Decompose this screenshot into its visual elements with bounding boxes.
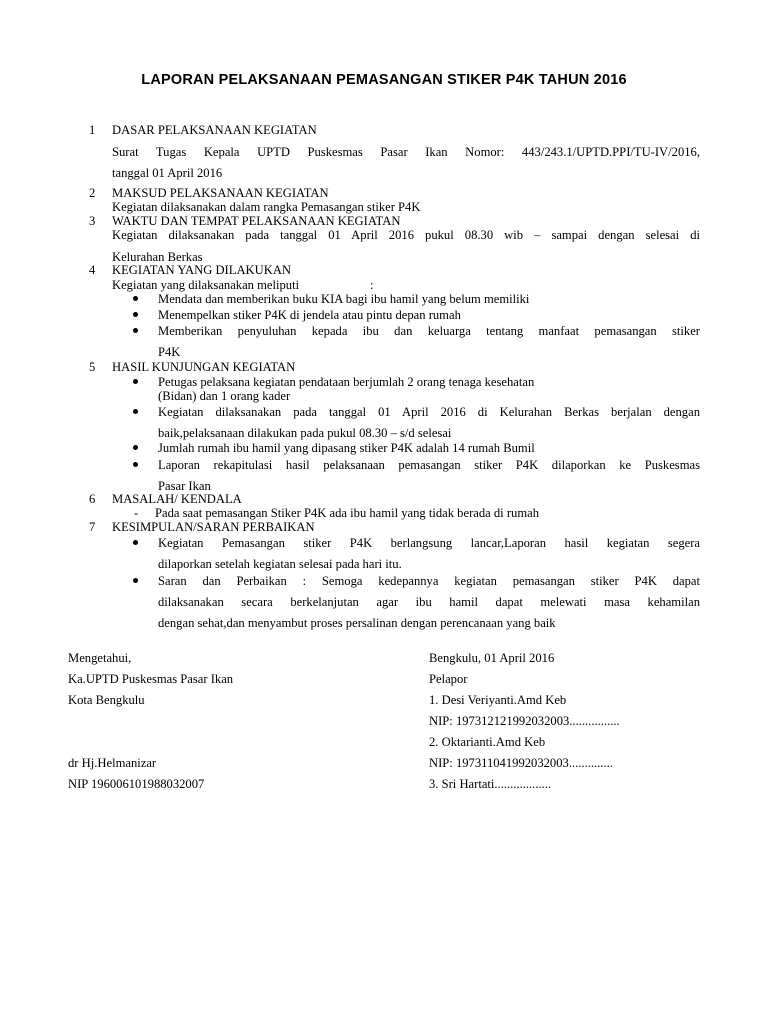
- section-heading: KEGIATAN YANG DILAKUKAN: [112, 263, 292, 277]
- reporter-name: 3. Sri Hartati..................: [429, 777, 552, 791]
- bullet-text-cont: dilaksanakan secara berkelanjutan agar ibu hamil dapat melewati masa kehamilan: [158, 595, 700, 609]
- reporter-nip: NIP: 197312121992032003................: [429, 714, 620, 728]
- section-heading: HASIL KUNJUNGAN KEGIATAN: [112, 360, 296, 374]
- section-heading: KESIMPULAN/SARAN PERBAIKAN: [112, 520, 315, 534]
- signer-city: Kota Bengkulu: [68, 693, 145, 707]
- bullet-marker: [133, 409, 138, 414]
- bullet-text: Kegiatan Pemasangan stiker P4K berlangsung lancar,Laporan hasil kegiatan segera: [158, 536, 700, 550]
- bullet-marker: [133, 540, 138, 545]
- section-body-line: tanggal 01 April 2016: [112, 166, 223, 180]
- reporter-nip: NIP: 197311041992032003..............: [429, 756, 613, 770]
- section-body-line: Surat Tugas Kepala UPTD Puskesmas Pasar Ikan Nomor: 443/243.1/UPTD.PPI/TU-IV/2016,: [112, 145, 700, 159]
- bullet-text: Saran dan Perbaikan : Semoga kedepannya kegiatan pemasangan stiker P4K dapat: [158, 574, 700, 588]
- bullet-marker: [133, 462, 138, 467]
- section-number: 1: [89, 123, 96, 137]
- reporter-name: 2. Oktarianti.Amd Keb: [429, 735, 546, 749]
- bullet-marker: [133, 379, 138, 384]
- section-body-line: Kegiatan dilaksanakan dalam rangka Pemasangan stiker P4K: [112, 200, 421, 214]
- section-intro: Kegiatan yang dilaksanakan meliputi: [112, 278, 300, 292]
- section-heading: MAKSUD PELAKSANAAN KEGIATAN: [112, 186, 329, 200]
- section-number: 6: [89, 492, 96, 506]
- bullet-text-cont: (Bidan) dan 1 orang kader: [158, 389, 291, 403]
- bullet-text-cont: dilaporkan setelah kegiatan selesai pada hari itu.: [158, 557, 402, 571]
- bullet-marker: [133, 312, 138, 317]
- section-body-line: Kelurahan Berkas: [112, 250, 203, 264]
- bullet-text: Laporan rekapitulasi hasil pelaksanaan pemasangan stiker P4K dilaporkan ke Puskesmas: [158, 458, 700, 472]
- bullet-text-cont: dengan sehat,dan menyambut proses persalinan dengan perencanaan yang baik: [158, 616, 556, 630]
- bullet-marker: [133, 578, 138, 583]
- acknowledged-label: Mengetahui,: [68, 651, 132, 665]
- bullet-marker: [133, 445, 138, 450]
- signer-nip: NIP 196006101988032007: [68, 777, 205, 791]
- bullet-marker: [133, 328, 138, 333]
- reporter-name: 1. Desi Veriyanti.Amd Keb: [429, 693, 567, 707]
- section-heading: WAKTU DAN TEMPAT PELAKSANAAN KEGIATAN: [112, 214, 401, 228]
- document-title: LAPORAN PELAKSANAAN PEMASANGAN STIKER P4K TAHUN 2016: [141, 72, 627, 88]
- dash-item-text: Pada saat pemasangan Stiker P4K ada ibu hamil yang tidak berada di rumah: [155, 506, 539, 520]
- section-number: 2: [89, 186, 96, 200]
- signer-position: Ka.UPTD Puskesmas Pasar Ikan: [68, 672, 234, 686]
- signer-name: dr Hj.Helmanizar: [68, 756, 157, 770]
- section-heading: DASAR PELAKSANAAN KEGIATAN: [112, 123, 317, 137]
- place-date: Bengkulu, 01 April 2016: [429, 651, 555, 665]
- bullet-text: Menempelkan stiker P4K di jendela atau pintu depan rumah: [158, 308, 461, 322]
- section-heading: MASALAH/ KENDALA: [112, 492, 242, 506]
- intro-colon: :: [370, 278, 374, 292]
- dash-marker: -: [134, 506, 139, 520]
- section-number: 4: [89, 263, 96, 277]
- bullet-text-cont: Pasar Ikan: [158, 479, 211, 493]
- bullet-text: Kegiatan dilaksanakan pada tanggal 01 April 2016 di Kelurahan Berkas berjalan dengan: [158, 405, 700, 419]
- section-number: 3: [89, 214, 96, 228]
- bullet-text: Memberikan penyuluhan kepada ibu dan keluarga tentang manfaat pemasangan stiker: [158, 324, 700, 338]
- section-body-line: Kegiatan dilaksanakan pada tanggal 01 April 2016 pukul 08.30 wib – sampai dengan selesai di: [112, 228, 700, 242]
- bullet-text: Petugas pelaksana kegiatan pendataan berjumlah 2 orang tenaga kesehatan: [158, 375, 535, 389]
- bullet-text-cont: baik,pelaksanaan dilakukan pada pukul 08.30 – s/d selesai: [158, 426, 452, 440]
- bullet-text-cont: P4K: [158, 345, 181, 359]
- reporter-role: Pelapor: [429, 672, 468, 686]
- section-number: 7: [89, 520, 96, 534]
- section-number: 5: [89, 360, 96, 374]
- bullet-text: Mendata dan memberikan buku KIA bagi ibu hamil yang belum memiliki: [158, 292, 530, 306]
- bullet-text: Jumlah rumah ibu hamil yang dipasang stiker P4K adalah 14 rumah Bumil: [158, 441, 535, 455]
- bullet-marker: [133, 296, 138, 301]
